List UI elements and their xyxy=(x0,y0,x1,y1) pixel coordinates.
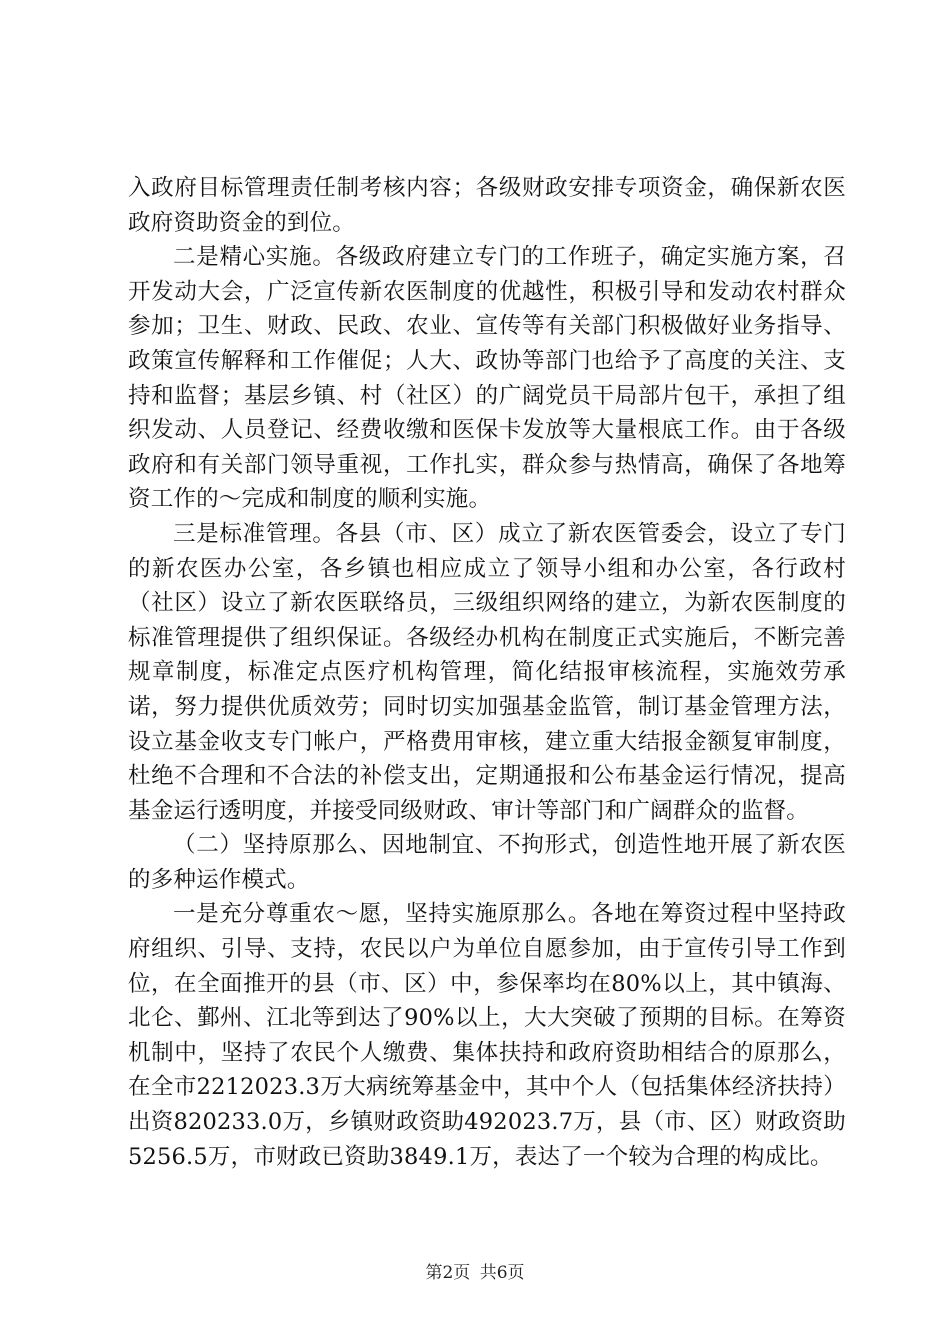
paragraph-management: 三是标准管理。各县（市、区）成立了新农医管委会，设立了专门的新农医办公室，各乡镇也相应成立了领导小组和办公室，各行政村（社区）设立了新农医联络员，三级组织网络的建立，为新农医制度的标准管理提供了组织保证。各级经办机构在制度正式实施后，不断完善规章制度，标准定点医疗机构管理，简化结报审核流程，实施效劳承诺，努力提供优质效劳；同时切实加强基金监管，制订基金管理方法，设立基金收支专门帐户，严格费用审核，建立重大结报金额复审制度，杜绝不合理和不合法的补偿支出，定期通报和公布基金运行情况，提高基金运行透明度，并接受同级财政、审计等部门和广阔群众的监督。 xyxy=(128,520,846,824)
section-heading-2: （二）坚持原那么、因地制宜、不拘形式，创造性地开展了新农医的多种运作模式。 xyxy=(128,832,846,893)
page-total: 共6页 xyxy=(479,1263,525,1283)
paragraph-continuation: 入政府目标管理责任制考核内容；各级财政安排专项资金，确保新农医政府资助资金的到位。 xyxy=(128,175,846,236)
paragraph-voluntary: 一是充分尊重农～愿，坚持实施原那么。各地在筹资过程中坚持政府组织、引导、支持，农民以户为单位自愿参加，由于宣传引导工作到位，在全面推开的县（市、区）中，参保率均在80%以上，其中镇海、北仑、鄞州、江北等到达了90%以上，大大突破了预期的目标。在筹资机制中，坚持了农民个人缴费、集体扶持和政府资助相结合的原那么，在全市2212023.3万大病统筹基金中，其中个人（包括集体经济扶持）出资820233.0万，乡镇财政资助492023.7万，县（市、区）财政资助5256.5万，市财政已资助3849.1万，表达了一个较为合理的构成比。 xyxy=(128,901,846,1170)
page-footer xyxy=(0,1262,950,1284)
paragraph-implementation: 二是精心实施。各级政府建立专门的工作班子，确定实施方案，召开发动大会，广泛宣传新农医制度的优越性，积极引导和发动农村群众参加；卫生、财政、民政、农业、宣传等有关部门积极做好业务指导、政策宣传解释和工作催促；人大、政协等部门也给予了高度的关注、支持和监督；基层乡镇、村（社区）的广阔党员干局部片包干，承担了组织发动、人员登记、经费收缴和医保卡发放等大量根底工作。由于各级政府和有关部门领导重视，工作扎实，群众参与热情高，确保了各地筹资工作的～完成和制度的顺利实施。 xyxy=(128,244,846,513)
document-body xyxy=(128,171,846,1174)
page-number: 第2页 xyxy=(425,1263,471,1283)
